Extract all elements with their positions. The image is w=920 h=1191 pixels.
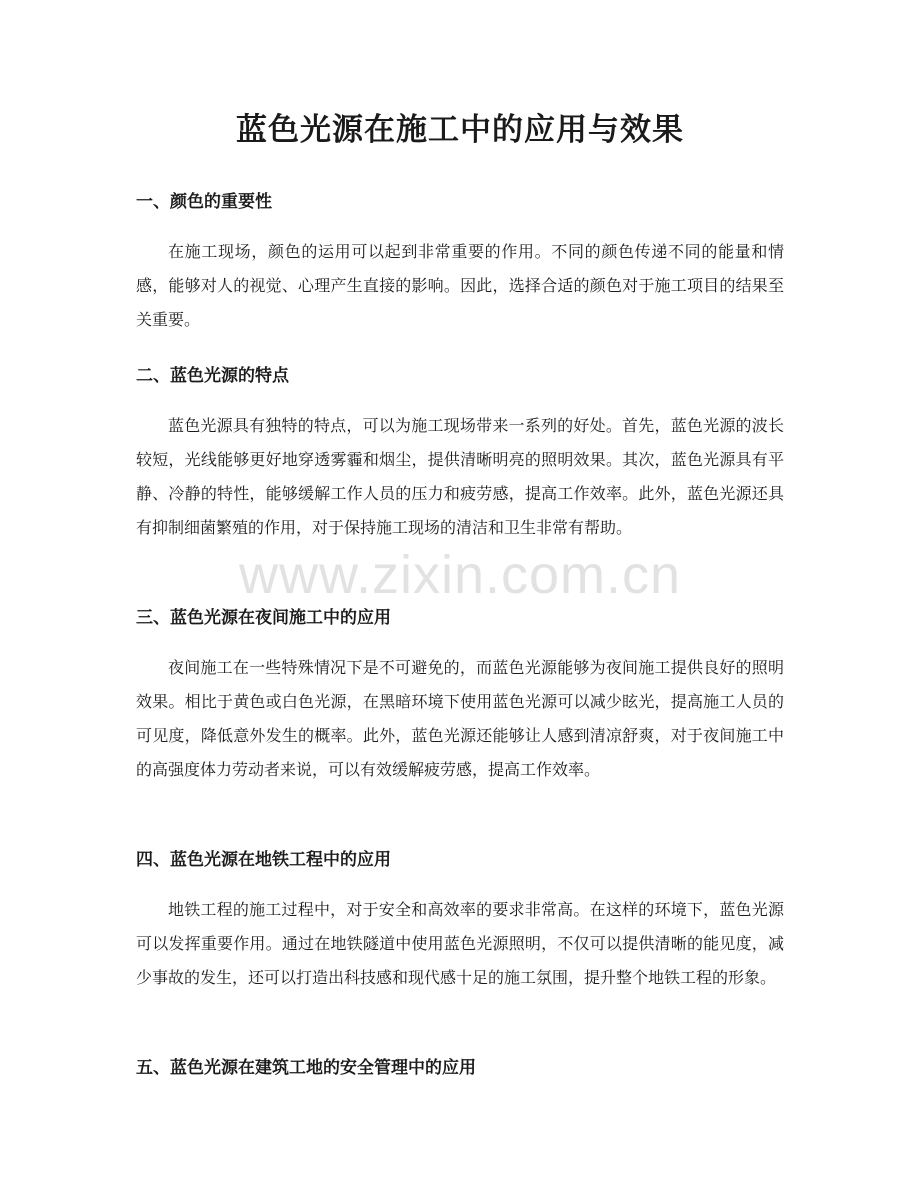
- section-body-3: 夜间施工在一些特殊情况下是不可避免的，而蓝色光源能够为夜间施工提供良好的照明效果。相比于黄色或白色光源，在黑暗环境下使用蓝色光源可以减少眩光，提高施工人员的可见度，降低意外发生的概率。此外，蓝色光源还能够让人感到清凉舒爽，对于夜间施工中的高强度体力劳动者来说，可以有效缓解疲劳感，提高工作效率。: [136, 658, 784, 779]
- document-title: 蓝色光源在施工中的应用与效果: [236, 112, 684, 148]
- watermark-text: www.zixin.com.cn: [238, 545, 682, 605]
- section-heading-2: 二、蓝色光源的特点: [136, 366, 289, 386]
- section-heading-4: 四、蓝色光源在地铁工程中的应用: [136, 850, 391, 870]
- section-heading-1: 一、颜色的重要性: [136, 192, 272, 212]
- section-heading-5: 五、蓝色光源在建筑工地的安全管理中的应用: [136, 1058, 476, 1078]
- section-body-4: 地铁工程的施工过程中，对于安全和高效率的要求非常高。在这样的环境下，蓝色光源可以发挥重要作用。通过在地铁隧道中使用蓝色光源照明，不仅可以提供清晰的能见度，减少事故的发生，还可以打造出科技感和现代感十足的施工氛围，提升整个地铁工程的形象。: [136, 900, 784, 987]
- section-heading-3: 三、蓝色光源在夜间施工中的应用: [136, 608, 391, 628]
- section-body-2: 蓝色光源具有独特的特点，可以为施工现场带来一系列的好处。首先，蓝色光源的波长较短，光线能够更好地穿透雾霾和烟尘，提供清晰明亮的照明效果。其次，蓝色光源具有平静、冷静的特性，能够缓解工作人员的压力和疲劳感，提高工作效率。此外，蓝色光源还具有抑制细菌繁殖的作用，对于保持施工现场的清洁和卫生非常有帮助。: [136, 416, 784, 537]
- section-body-1: 在施工现场，颜色的运用可以起到非常重要的作用。不同的颜色传递不同的能量和情感，能够对人的视觉、心理产生直接的影响。因此，选择合适的颜色对于施工项目的结果至关重要。: [136, 242, 784, 329]
